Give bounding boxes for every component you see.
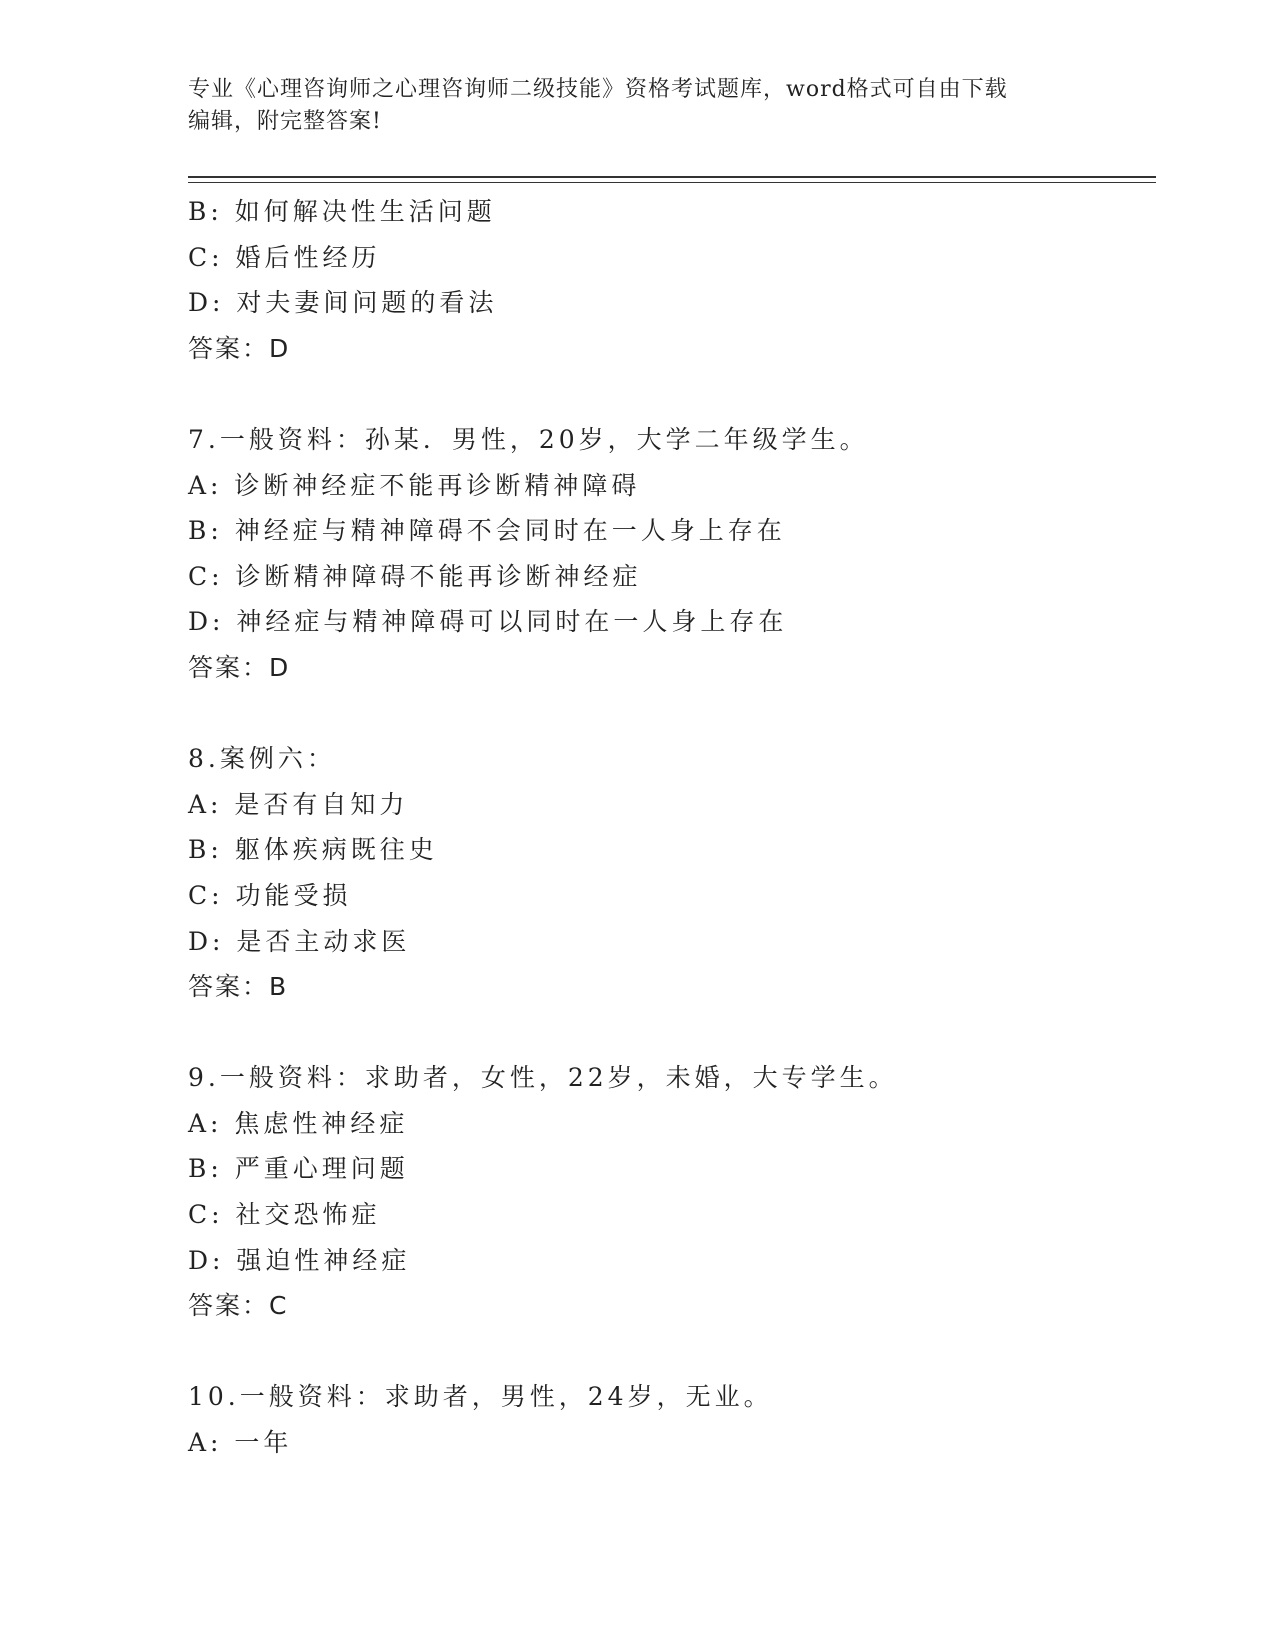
option-d: D: 神经症与精神障碍可以同时在一人身上存在 bbox=[188, 607, 788, 637]
option-c: C: 诊断精神障碍不能再诊断神经症 bbox=[188, 561, 642, 591]
option-b: B: 神经症与精神障碍不会同时在一人身上存在 bbox=[188, 516, 786, 546]
option-d: D: 强迫性神经症 bbox=[188, 1245, 411, 1275]
header-line-2: 编辑，附完整答案! bbox=[188, 109, 382, 134]
option-c: C: 功能受损 bbox=[188, 880, 352, 910]
option-a: A: 一年 bbox=[188, 1428, 293, 1458]
question-stem: 10.一般资料：求助者，男性，24岁，无业。 bbox=[188, 1382, 773, 1412]
answer: 答案：B bbox=[188, 972, 289, 1002]
option-b: B: 如何解决性生活问题 bbox=[188, 197, 496, 226]
option-a: A: 焦虑性神经症 bbox=[188, 1108, 409, 1138]
option-d: D: 是否主动求医 bbox=[188, 926, 411, 956]
option-c: C: 婚后性经历 bbox=[188, 242, 381, 272]
header-rule-thick bbox=[188, 176, 1156, 178]
question-10 bbox=[188, 1374, 1148, 1465]
question-6 bbox=[188, 189, 1148, 371]
header-rule-thin bbox=[188, 182, 1156, 183]
page-header bbox=[188, 74, 1068, 138]
option-b: B: 严重心理问题 bbox=[188, 1154, 409, 1184]
header-line-1: 专业《心理咨询师之心理咨询师二级技能》资格考试题库，word格式可自由下载 bbox=[188, 77, 1008, 102]
option-d: D: 对夫妻间问题的看法 bbox=[188, 288, 498, 318]
question-stem: 8.案例六： bbox=[188, 744, 336, 774]
answer: 答案：D bbox=[188, 652, 291, 682]
option-a: A: 诊断神经症不能再诊断精神障碍 bbox=[188, 470, 641, 500]
option-c: C: 社交恐怖症 bbox=[188, 1200, 381, 1230]
question-9 bbox=[188, 1055, 1148, 1329]
option-a: A: 是否有自知力 bbox=[188, 789, 409, 819]
answer: 答案：D bbox=[188, 333, 291, 363]
question-stem: 7.一般资料：孙某．男性，20岁，大学二年级学生。 bbox=[188, 424, 869, 454]
question-stem: 9.一般资料：求助者，女性，22岁，未婚，大专学生。 bbox=[188, 1063, 898, 1093]
question-8 bbox=[188, 736, 1148, 1010]
question-list bbox=[188, 189, 1148, 1466]
question-7 bbox=[188, 417, 1148, 691]
answer: 答案：C bbox=[188, 1291, 289, 1321]
option-b: B: 躯体疾病既往史 bbox=[188, 835, 438, 865]
